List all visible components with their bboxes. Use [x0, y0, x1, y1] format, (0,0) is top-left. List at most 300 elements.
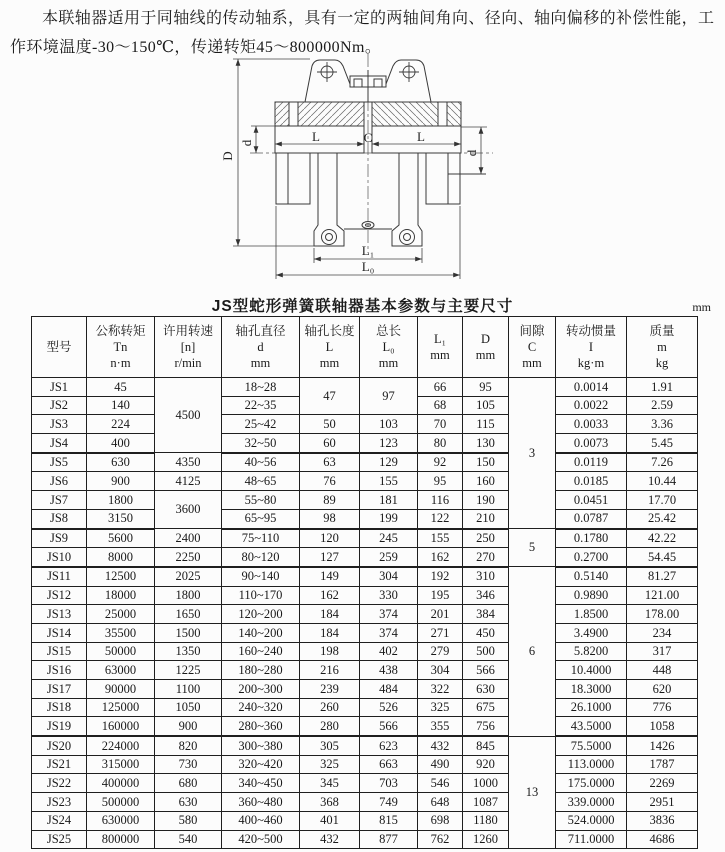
table-cell: 48~65	[222, 472, 300, 491]
table-cell: 845	[463, 736, 509, 755]
table-cell: 162	[300, 586, 360, 605]
table-cell: 122	[418, 509, 463, 528]
table-cell: 18~28	[222, 378, 300, 397]
table-cell: JS24	[32, 811, 87, 830]
table-cell: 110~170	[222, 586, 300, 605]
table-cell: 384	[463, 605, 509, 624]
table-cell: 325	[418, 698, 463, 717]
table-cell: JS18	[32, 698, 87, 717]
table-row	[32, 642, 698, 661]
table-cell: 815	[360, 811, 418, 830]
table-cell: 45	[87, 378, 155, 397]
table-cell: 162	[418, 548, 463, 567]
table-cell: 120~200	[222, 605, 300, 624]
table-cell: 68	[418, 396, 463, 415]
table-row	[32, 623, 698, 642]
table-unit-note: mm	[692, 300, 711, 314]
table-cell: 432	[418, 736, 463, 755]
table-cell: 340~450	[222, 774, 300, 793]
table-cell: 920	[463, 755, 509, 774]
table-row	[32, 491, 698, 510]
table-cell: 368	[300, 793, 360, 812]
table-cell: 43.5000	[556, 717, 627, 736]
table-cell: 155	[360, 472, 418, 491]
table-cell: 566	[463, 661, 509, 680]
table-cell: JS1	[32, 378, 87, 397]
table-cell: 199	[360, 509, 418, 528]
table-cell: 450	[463, 623, 509, 642]
table-row	[32, 453, 698, 472]
table-cell: 5.45	[627, 434, 698, 453]
table-cell: 184	[300, 623, 360, 642]
table-cell: 127	[300, 548, 360, 567]
table-cell: 80~120	[222, 548, 300, 567]
table-cell: 3.36	[627, 415, 698, 434]
table-cell: 50000	[87, 642, 155, 661]
coupling-diagram	[178, 53, 548, 287]
dim-label-C: C	[363, 130, 373, 145]
table-cell: 113.0000	[556, 755, 627, 774]
table-cell: 315000	[87, 755, 155, 774]
table-cell: 181	[360, 491, 418, 510]
table-cell: 900	[155, 717, 222, 736]
table-cell: 800000	[87, 830, 155, 849]
table-cell: 345	[300, 774, 360, 793]
table-cell: 339.0000	[556, 793, 627, 812]
table-cell: JS7	[32, 491, 87, 510]
table-cell: 1225	[155, 661, 222, 680]
column-header: D mm	[463, 317, 509, 378]
table-cell: 346	[463, 586, 509, 605]
table-cell: 120	[300, 529, 360, 548]
table-cell: 4500	[155, 378, 222, 453]
table-cell: 305	[300, 736, 360, 755]
table-cell: 260	[300, 698, 360, 717]
table-cell: JS6	[32, 472, 87, 491]
table-cell: 630	[463, 680, 509, 699]
table-cell: 2025	[155, 567, 222, 586]
table-cell: 271	[418, 623, 463, 642]
table-cell: JS25	[32, 830, 87, 849]
table-cell: 149	[300, 567, 360, 586]
table-cell: 130	[463, 434, 509, 453]
table-cell: 195	[418, 586, 463, 605]
table-cell: 675	[463, 698, 509, 717]
table-cell: 98	[300, 509, 360, 528]
table-cell: 259	[360, 548, 418, 567]
table-cell: 360~480	[222, 793, 300, 812]
table-cell: 900	[87, 472, 155, 491]
table-cell: 1500	[155, 623, 222, 642]
table-cell: 448	[627, 661, 698, 680]
table-cell: 25000	[87, 605, 155, 624]
table-cell: 0.5140	[556, 567, 627, 586]
table-cell: 76	[300, 472, 360, 491]
table-cell: JS2	[32, 396, 87, 415]
table-cell: 2951	[627, 793, 698, 812]
table-cell: 402	[360, 642, 418, 661]
table-cell: 1100	[155, 680, 222, 699]
table-cell: 125000	[87, 698, 155, 717]
table-cell: 623	[360, 736, 418, 755]
table-cell: 1000	[463, 774, 509, 793]
table-cell: 630	[87, 453, 155, 472]
table-cell: 1650	[155, 605, 222, 624]
table-cell: JS23	[32, 793, 87, 812]
table-cell: 280~360	[222, 717, 300, 736]
table-cell: 546	[418, 774, 463, 793]
table-cell: 150	[463, 453, 509, 472]
table-cell: 80	[418, 434, 463, 453]
table-cell: 526	[360, 698, 418, 717]
table-cell: 240~320	[222, 698, 300, 717]
table-cell: 10.44	[627, 472, 698, 491]
table-cell: 129	[360, 453, 418, 472]
table-cell: 55~80	[222, 491, 300, 510]
table-cell: 54.45	[627, 548, 698, 567]
table-cell: 121.00	[627, 586, 698, 605]
table-cell: 279	[418, 642, 463, 661]
table-cell: 90~140	[222, 567, 300, 586]
table-row	[32, 509, 698, 528]
table-cell: JS19	[32, 717, 87, 736]
table-cell: 25.42	[627, 509, 698, 528]
table-cell: 0.0014	[556, 378, 627, 397]
table-cell: 1058	[627, 717, 698, 736]
table-cell: 70	[418, 415, 463, 434]
table-cell: 8000	[87, 548, 155, 567]
table-cell: 66	[418, 378, 463, 397]
table-cell: 877	[360, 830, 418, 849]
table-cell: 105	[463, 396, 509, 415]
table-cell: 500	[463, 642, 509, 661]
table-cell: 81.27	[627, 567, 698, 586]
table-row	[32, 755, 698, 774]
table-row	[32, 680, 698, 699]
table-cell: 620	[627, 680, 698, 699]
table-cell: 400~460	[222, 811, 300, 830]
table-cell: JS21	[32, 755, 87, 774]
table-cell: 0.9890	[556, 586, 627, 605]
table-cell: 374	[360, 605, 418, 624]
table-cell: 1800	[87, 491, 155, 510]
column-header: L₁ mm	[418, 317, 463, 378]
table-cell: 304	[418, 661, 463, 680]
table-cell: 4686	[627, 830, 698, 849]
table-cell: 75.5000	[556, 736, 627, 755]
table-cell: 63000	[87, 661, 155, 680]
table-cell: 1180	[463, 811, 509, 830]
table-cell: 60	[300, 434, 360, 453]
table-cell: 1.8500	[556, 605, 627, 624]
table-row	[32, 586, 698, 605]
column-header: 总长 L₀ mm	[360, 317, 418, 378]
table-cell: 524.0000	[556, 811, 627, 830]
table-cell: 75~110	[222, 529, 300, 548]
table-cell: 1087	[463, 793, 509, 812]
table-cell: 310	[463, 567, 509, 586]
spec-table	[31, 316, 698, 849]
table-row	[32, 736, 698, 755]
intro-line-2: 作环境温度-30～150℃，传递转矩45～800000Nm。	[10, 39, 382, 56]
table-row	[32, 472, 698, 491]
table-cell: JS10	[32, 548, 87, 567]
dim-label-L-left: L	[312, 129, 320, 144]
table-cell: 201	[418, 605, 463, 624]
table-cell: 17.70	[627, 491, 698, 510]
table-cell: JS4	[32, 434, 87, 453]
table-cell: 178.00	[627, 605, 698, 624]
table-cell: 12500	[87, 567, 155, 586]
table-cell: 3	[509, 378, 556, 529]
table-cell: 490	[418, 755, 463, 774]
dim-label-d-left: d	[239, 139, 254, 147]
table-cell: 400000	[87, 774, 155, 793]
table-cell: 32~50	[222, 434, 300, 453]
table-cell: 730	[155, 755, 222, 774]
table-cell: 47	[300, 378, 360, 415]
table-cell: 4125	[155, 472, 222, 491]
table-cell: JS3	[32, 415, 87, 434]
table-cell: 1426	[627, 736, 698, 755]
table-cell: 198	[300, 642, 360, 661]
table-cell: 762	[418, 830, 463, 849]
table-cell: 155	[418, 529, 463, 548]
table-cell: 1260	[463, 830, 509, 849]
dim-label-d-right: d	[464, 149, 479, 157]
table-cell: 103	[360, 415, 418, 434]
table-cell: JS15	[32, 642, 87, 661]
table-cell: 500000	[87, 793, 155, 812]
table-cell: JS17	[32, 680, 87, 699]
table-cell: 0.0451	[556, 491, 627, 510]
table-cell: 540	[155, 830, 222, 849]
table-cell: 330	[360, 586, 418, 605]
table-cell: JS20	[32, 736, 87, 755]
table-cell: 320~420	[222, 755, 300, 774]
table-cell: 5.8200	[556, 642, 627, 661]
table-cell: 180~280	[222, 661, 300, 680]
table-row	[32, 698, 698, 717]
table-row	[32, 567, 698, 586]
table-cell: JS13	[32, 605, 87, 624]
table-cell: JS8	[32, 509, 87, 528]
table-cell: 711.0000	[556, 830, 627, 849]
table-cell: 0.0185	[556, 472, 627, 491]
table-cell: 10.4000	[556, 661, 627, 680]
table-cell: JS9	[32, 529, 87, 548]
table-cell: 0.0022	[556, 396, 627, 415]
column-header: 轴孔长度 L mm	[300, 317, 360, 378]
table-cell: 0.2700	[556, 548, 627, 567]
table-cell: JS11	[32, 567, 87, 586]
table-cell: 1.91	[627, 378, 698, 397]
table-cell: 680	[155, 774, 222, 793]
table-cell: 630	[155, 793, 222, 812]
table-cell: 160000	[87, 717, 155, 736]
table-cell: 2400	[155, 529, 222, 548]
table-row	[32, 774, 698, 793]
table-cell: 1050	[155, 698, 222, 717]
table-cell: 192	[418, 567, 463, 586]
table-cell: 35500	[87, 623, 155, 642]
column-header: 质量 m kg	[627, 317, 698, 378]
table-cell: 97	[360, 378, 418, 415]
intro-line-1: 本联轴器适用于同轴线的传动轴系，具有一定的两轴间角向、径向、轴向偏移的补偿性能，工	[42, 10, 715, 27]
table-cell: 1800	[155, 586, 222, 605]
table-cell: 304	[360, 567, 418, 586]
table-row	[32, 415, 698, 434]
table-cell: 89	[300, 491, 360, 510]
table-cell: 22~35	[222, 396, 300, 415]
table-cell: 18000	[87, 586, 155, 605]
table-cell: 90000	[87, 680, 155, 699]
table-cell: 1787	[627, 755, 698, 774]
column-header: 间隙 C mm	[509, 317, 556, 378]
table-cell: 95	[418, 472, 463, 491]
table-cell: 184	[300, 605, 360, 624]
table-cell: 0.0787	[556, 509, 627, 528]
table-cell: 18.3000	[556, 680, 627, 699]
table-cell: 438	[360, 661, 418, 680]
table-row	[32, 717, 698, 736]
hubs	[275, 126, 486, 204]
table-cell: 115	[463, 415, 509, 434]
table-cell: 703	[360, 774, 418, 793]
table-cell: 1350	[155, 642, 222, 661]
table-cell: JS12	[32, 586, 87, 605]
table-cell: 5600	[87, 529, 155, 548]
table-cell: 224	[87, 415, 155, 434]
table-row	[32, 378, 698, 397]
column-header: 许用转速 [n] r/min	[155, 317, 222, 378]
table-cell: 4350	[155, 453, 222, 472]
table-row	[32, 548, 698, 567]
dim-label-L0: L₀	[361, 259, 375, 274]
table-cell: 0.0033	[556, 415, 627, 434]
table-cell: 2.59	[627, 396, 698, 415]
table-cell: 25~42	[222, 415, 300, 434]
table-cell: 3836	[627, 811, 698, 830]
table-cell: 3600	[155, 491, 222, 529]
spec-table-body	[32, 378, 698, 849]
table-cell: 210	[463, 509, 509, 528]
table-cell: 239	[300, 680, 360, 699]
column-header: 转动惯量 I kg·m	[556, 317, 627, 378]
table-cell: 401	[300, 811, 360, 830]
table-cell: 374	[360, 623, 418, 642]
table-cell: 663	[360, 755, 418, 774]
table-cell: 630000	[87, 811, 155, 830]
column-header: 轴孔直径 d mm	[222, 317, 300, 378]
table-cell: 0.1780	[556, 529, 627, 548]
table-cell: 749	[360, 793, 418, 812]
table-cell: 322	[418, 680, 463, 699]
table-cell: 63	[300, 453, 360, 472]
dim-label-L-right: L	[417, 129, 425, 144]
table-cell: 7.26	[627, 453, 698, 472]
table-cell: 50	[300, 415, 360, 434]
table-cell: JS16	[32, 661, 87, 680]
column-header: 型号	[32, 317, 87, 378]
table-row	[32, 661, 698, 680]
table-cell: 648	[418, 793, 463, 812]
table-cell: 3150	[87, 509, 155, 528]
dim-label-D: D	[220, 151, 235, 161]
table-title: JS型蛇形弹簧联轴器基本参数与主要尺寸	[211, 298, 514, 315]
table-row	[32, 434, 698, 453]
table-cell: 566	[360, 717, 418, 736]
table-cell: JS22	[32, 774, 87, 793]
table-cell: 432	[300, 830, 360, 849]
table-cell: JS5	[32, 453, 87, 472]
table-cell: 325	[300, 755, 360, 774]
table-cell: 140~200	[222, 623, 300, 642]
table-cell: 300~380	[222, 736, 300, 755]
table-row	[32, 811, 698, 830]
dim-label-L1: L₁	[361, 243, 375, 258]
table-cell: 95	[463, 378, 509, 397]
table-row	[32, 605, 698, 624]
table-cell: 123	[360, 434, 418, 453]
table-row	[32, 793, 698, 812]
column-header: 公称转矩 Tn n·m	[87, 317, 155, 378]
table-cell: 160~240	[222, 642, 300, 661]
table-cell: 820	[155, 736, 222, 755]
table-cell: 280	[300, 717, 360, 736]
table-row	[32, 529, 698, 548]
table-cell: 26.1000	[556, 698, 627, 717]
table-cell: 5	[509, 529, 556, 567]
table-cell: 420~500	[222, 830, 300, 849]
table-cell: 0.0073	[556, 434, 627, 453]
table-cell: 234	[627, 623, 698, 642]
table-cell: 484	[360, 680, 418, 699]
table-cell: JS14	[32, 623, 87, 642]
table-row	[32, 830, 698, 849]
table-cell: 190	[463, 491, 509, 510]
table-cell: 200~300	[222, 680, 300, 699]
table-cell: 40~56	[222, 453, 300, 472]
table-cell: 580	[155, 811, 222, 830]
table-cell: 92	[418, 453, 463, 472]
table-cell: 270	[463, 548, 509, 567]
table-cell: 116	[418, 491, 463, 510]
spec-table-head	[32, 317, 698, 378]
table-cell: 245	[360, 529, 418, 548]
header-row	[32, 317, 698, 378]
table-cell: 2250	[155, 548, 222, 567]
table-cell: 756	[463, 717, 509, 736]
table-cell: 776	[627, 698, 698, 717]
table-cell: 355	[418, 717, 463, 736]
table-cell: 42.22	[627, 529, 698, 548]
table-cell: 0.0119	[556, 453, 627, 472]
table-cell: 224000	[87, 736, 155, 755]
table-cell: 2269	[627, 774, 698, 793]
table-cell: 216	[300, 661, 360, 680]
table-cell: 65~95	[222, 509, 300, 528]
table-cell: 13	[509, 736, 556, 849]
table-cell: 6	[509, 567, 556, 736]
table-cell: 175.0000	[556, 774, 627, 793]
table-cell: 400	[87, 434, 155, 453]
table-cell: 140	[87, 396, 155, 415]
table-cell: 317	[627, 642, 698, 661]
table-cell: 698	[418, 811, 463, 830]
table-cell: 3.4900	[556, 623, 627, 642]
table-cell: 250	[463, 529, 509, 548]
